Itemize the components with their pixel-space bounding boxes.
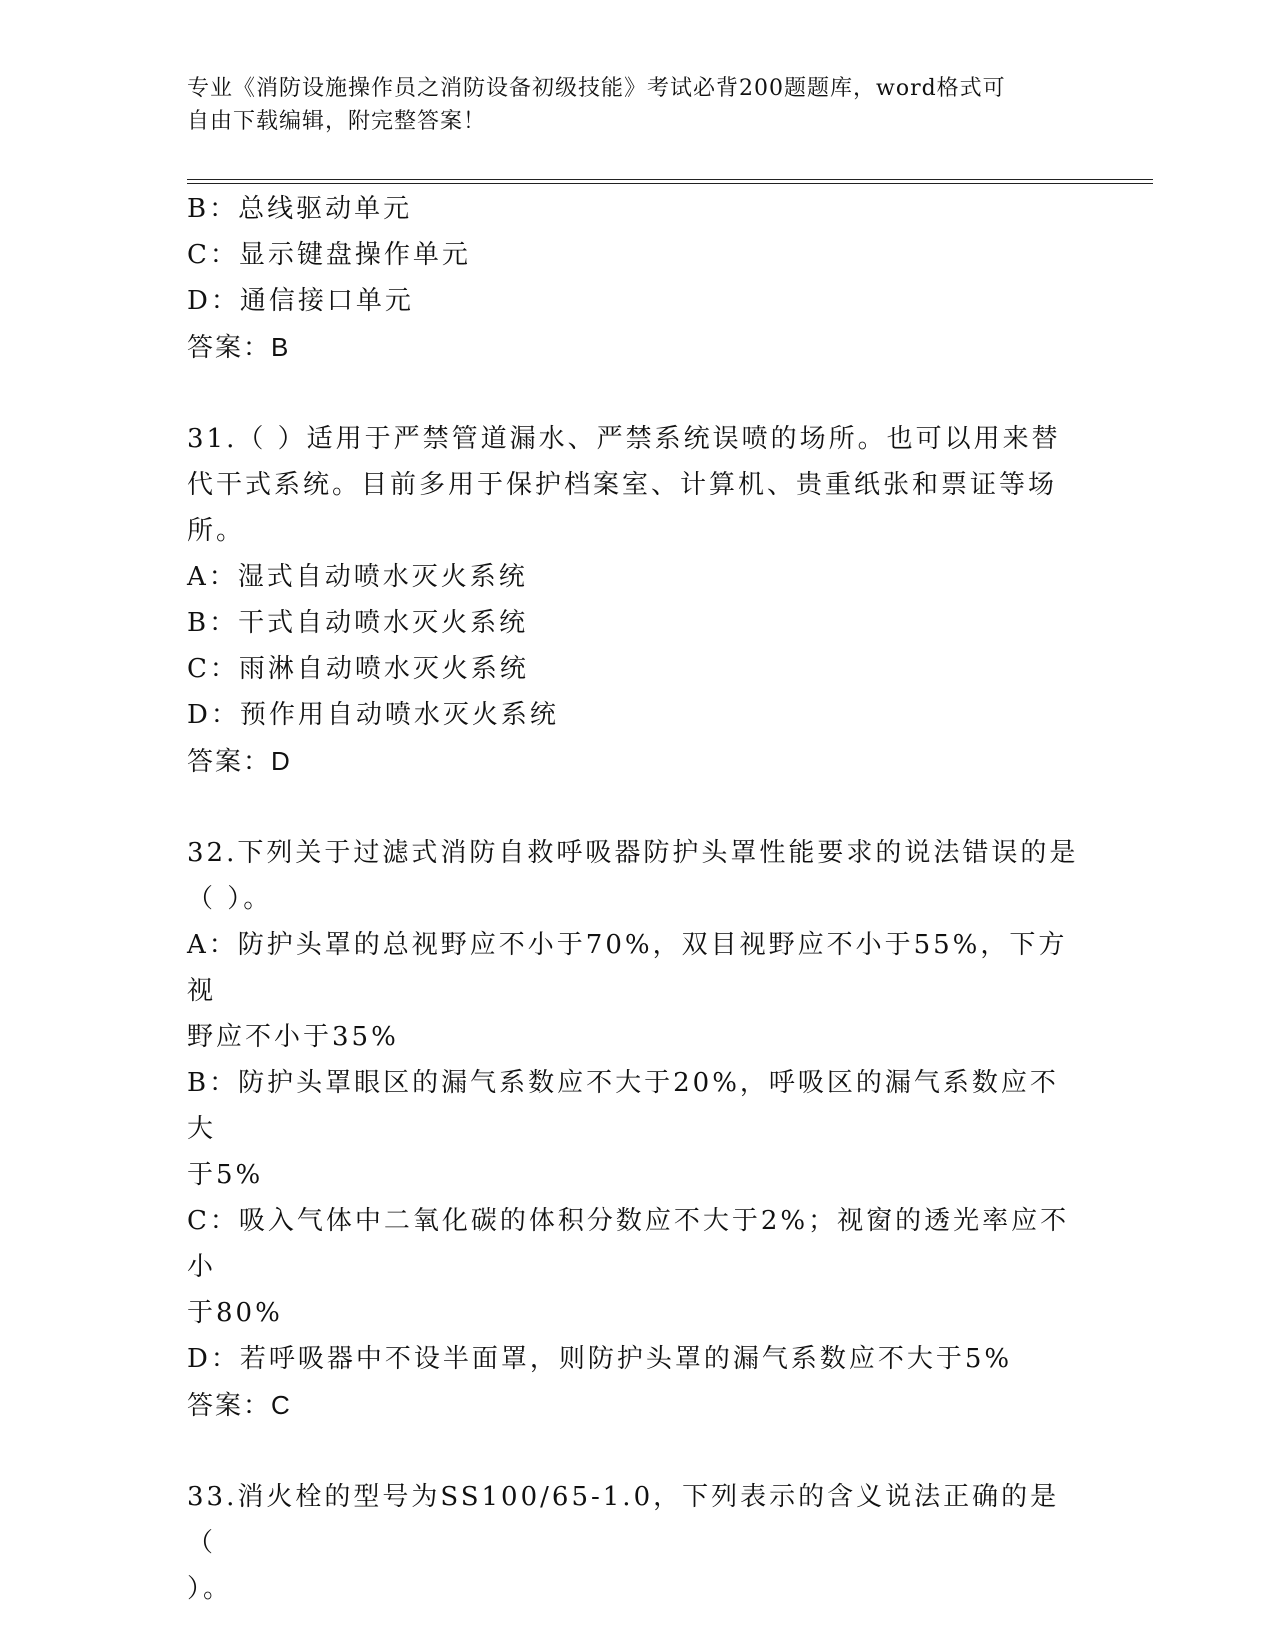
option-a-line-2: 野应不小于35% <box>187 1022 399 1052</box>
question-stem-line: ）。 <box>187 1574 233 1604</box>
option-a: A：湿式自动喷水灭火系统 <box>187 562 528 592</box>
option-b: B：干式自动喷水灭火系统 <box>187 608 529 638</box>
header-title-line-2: 自由下载编辑，附完整答案！ <box>187 109 487 134</box>
header-title-line-1: 专业《消防设施操作员之消防设备初级技能》考试必背200题题库，word格式可 <box>187 76 1006 101</box>
option-a-line-1: A：防护头罩的总视野应不小于70%，双目视野应不小于55%，下方视 <box>187 930 1068 1006</box>
page-header <box>187 72 1067 138</box>
question-stem-line: 31.（ ）适用于严禁管道漏水、严禁系统误喷的场所。也可以用来替 <box>187 424 1061 454</box>
question-stem-line: 所。 <box>187 516 246 546</box>
option-b-line-2: 于5% <box>187 1160 264 1190</box>
question-32 <box>187 830 1087 1428</box>
option-d: D：预作用自动喷水灭火系统 <box>187 700 559 730</box>
option-c-line-2: 于80% <box>187 1298 283 1328</box>
header-divider-bottom <box>187 183 1153 184</box>
question-31 <box>187 416 1087 784</box>
spacer <box>187 1428 1087 1474</box>
question-33 <box>187 1474 1087 1612</box>
question-stem-line: 32.下列关于过滤式消防自救呼吸器防护头罩性能要求的说法错误的是 <box>187 838 1079 868</box>
option-c: C：雨淋自动喷水灭火系统 <box>187 654 529 684</box>
option-c-line-1: C：吸入气体中二氧化碳的体积分数应不大于2%；视窗的透光率应不小 <box>187 1206 1070 1282</box>
question-stem-line: 代干式系统。目前多用于保护档案室、计算机、贵重纸张和票证等场 <box>187 470 1058 500</box>
answer: 答案：B <box>187 332 291 362</box>
option-d: D：通信接口单元 <box>187 286 414 316</box>
option-b-line-1: B：防护头罩眼区的漏气系数应不大于20%，呼吸区的漏气系数应不大 <box>187 1068 1059 1144</box>
spacer <box>187 784 1087 830</box>
question-stem-line: （ ）。 <box>187 884 273 914</box>
answer: 答案：D <box>187 746 292 776</box>
answer: 答案：C <box>187 1390 292 1420</box>
question-content <box>187 186 1087 1612</box>
question-30-continued <box>187 186 1087 370</box>
header-divider-top <box>187 179 1153 180</box>
question-stem-line: 33.消火栓的型号为SS100/65-1.0，下列表示的含义说法正确的是（ <box>187 1482 1060 1558</box>
option-c: C：显示键盘操作单元 <box>187 240 471 270</box>
option-d: D：若呼吸器中不设半面罩，则防护头罩的漏气系数应不大于5% <box>187 1344 1013 1374</box>
option-b: B：总线驱动单元 <box>187 194 413 224</box>
spacer <box>187 370 1087 416</box>
